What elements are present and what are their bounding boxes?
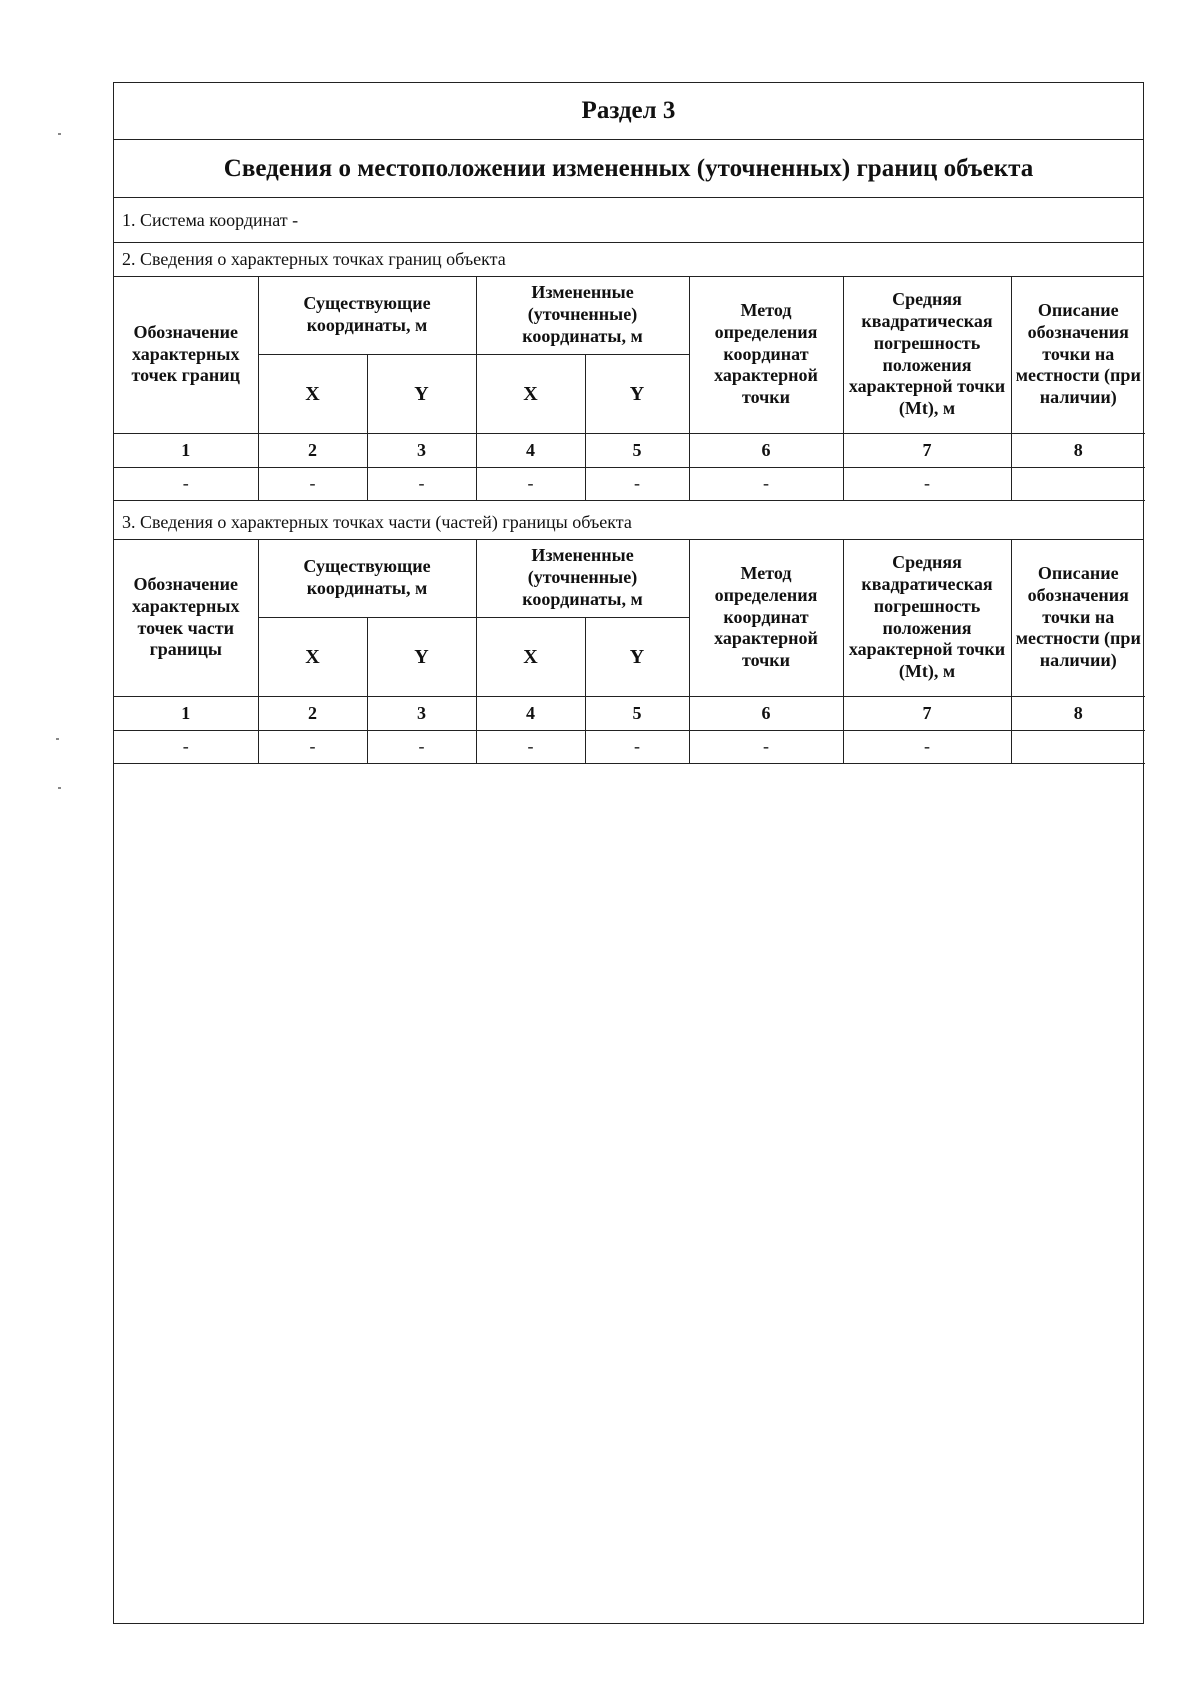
column-number: 7	[843, 434, 1011, 468]
header-description: Описание обозначения точки на местности (при наличии)	[1011, 539, 1145, 697]
boundary-points-caption: 2. Сведения о характерных точках границ объекта	[114, 243, 1143, 277]
part-boundary-points-table	[114, 539, 1145, 764]
column-number: 6	[689, 697, 843, 731]
column-number: 1	[114, 434, 258, 468]
table-cell: -	[843, 731, 1011, 764]
header-mean-error: Средняя квадратическая погрешность положения характерной точки (Mt), м	[843, 276, 1011, 434]
header-existing-x: X	[258, 618, 367, 697]
header-point-designation: Обозначение характерных точек части границы	[114, 539, 258, 697]
table-cell: -	[258, 731, 367, 764]
header-description: Описание обозначения точки на местности (при наличии)	[1011, 276, 1145, 434]
header-existing-x: X	[258, 355, 367, 434]
section-title: Раздел 3	[114, 83, 1143, 140]
header-existing-coordinates: Существующие координаты, м	[258, 539, 476, 618]
header-mean-error: Средняя квадратическая погрешность положения характерной точки (Mt), м	[843, 539, 1011, 697]
section-heading: Сведения о местоположении измененных (уточненных) границ объекта	[114, 140, 1143, 198]
column-number: 6	[689, 434, 843, 468]
header-changed-x: X	[476, 618, 585, 697]
table-cell: -	[476, 468, 585, 501]
table-cell: -	[258, 468, 367, 501]
column-number: 4	[476, 697, 585, 731]
header-existing-y: Y	[367, 355, 476, 434]
header-changed-y: Y	[585, 618, 689, 697]
table-cell: -	[585, 468, 689, 501]
table-cell: -	[689, 468, 843, 501]
column-number: 7	[843, 697, 1011, 731]
column-number: 8	[1011, 434, 1145, 468]
table-cell	[1011, 731, 1145, 764]
column-number: 2	[258, 434, 367, 468]
table-cell: -	[843, 468, 1011, 501]
header-existing-y: Y	[367, 618, 476, 697]
part-boundary-points-caption: 3. Сведения о характерных точках части (частей) границы объекта	[114, 506, 1143, 540]
column-number: 3	[367, 697, 476, 731]
column-number: 5	[585, 697, 689, 731]
header-changed-coordinates: Измененные (уточненные) координаты, м	[476, 276, 689, 355]
table-cell: -	[114, 468, 258, 501]
coordinate-system-line: 1. Система координат -	[114, 198, 1143, 243]
header-method: Метод определения координат характерной точки	[689, 539, 843, 697]
header-changed-coordinates: Измененные (уточненные) координаты, м	[476, 539, 689, 618]
header-changed-x: X	[476, 355, 585, 434]
boundary-points-table	[114, 276, 1145, 501]
column-number: 4	[476, 434, 585, 468]
table-cell: -	[585, 731, 689, 764]
table-cell: -	[367, 731, 476, 764]
column-number: 3	[367, 434, 476, 468]
header-point-designation: Обозначение характерных точек границ	[114, 276, 258, 434]
column-number: 8	[1011, 697, 1145, 731]
table-cell: -	[367, 468, 476, 501]
column-number: 5	[585, 434, 689, 468]
column-number: 2	[258, 697, 367, 731]
header-method: Метод определения координат характерной точки	[689, 276, 843, 434]
section-frame	[113, 82, 1144, 1624]
table-cell: -	[114, 731, 258, 764]
column-number: 1	[114, 697, 258, 731]
table-cell	[1011, 468, 1145, 501]
header-existing-coordinates: Существующие координаты, м	[258, 276, 476, 355]
header-changed-y: Y	[585, 355, 689, 434]
table-cell: -	[476, 731, 585, 764]
table-cell: -	[689, 731, 843, 764]
